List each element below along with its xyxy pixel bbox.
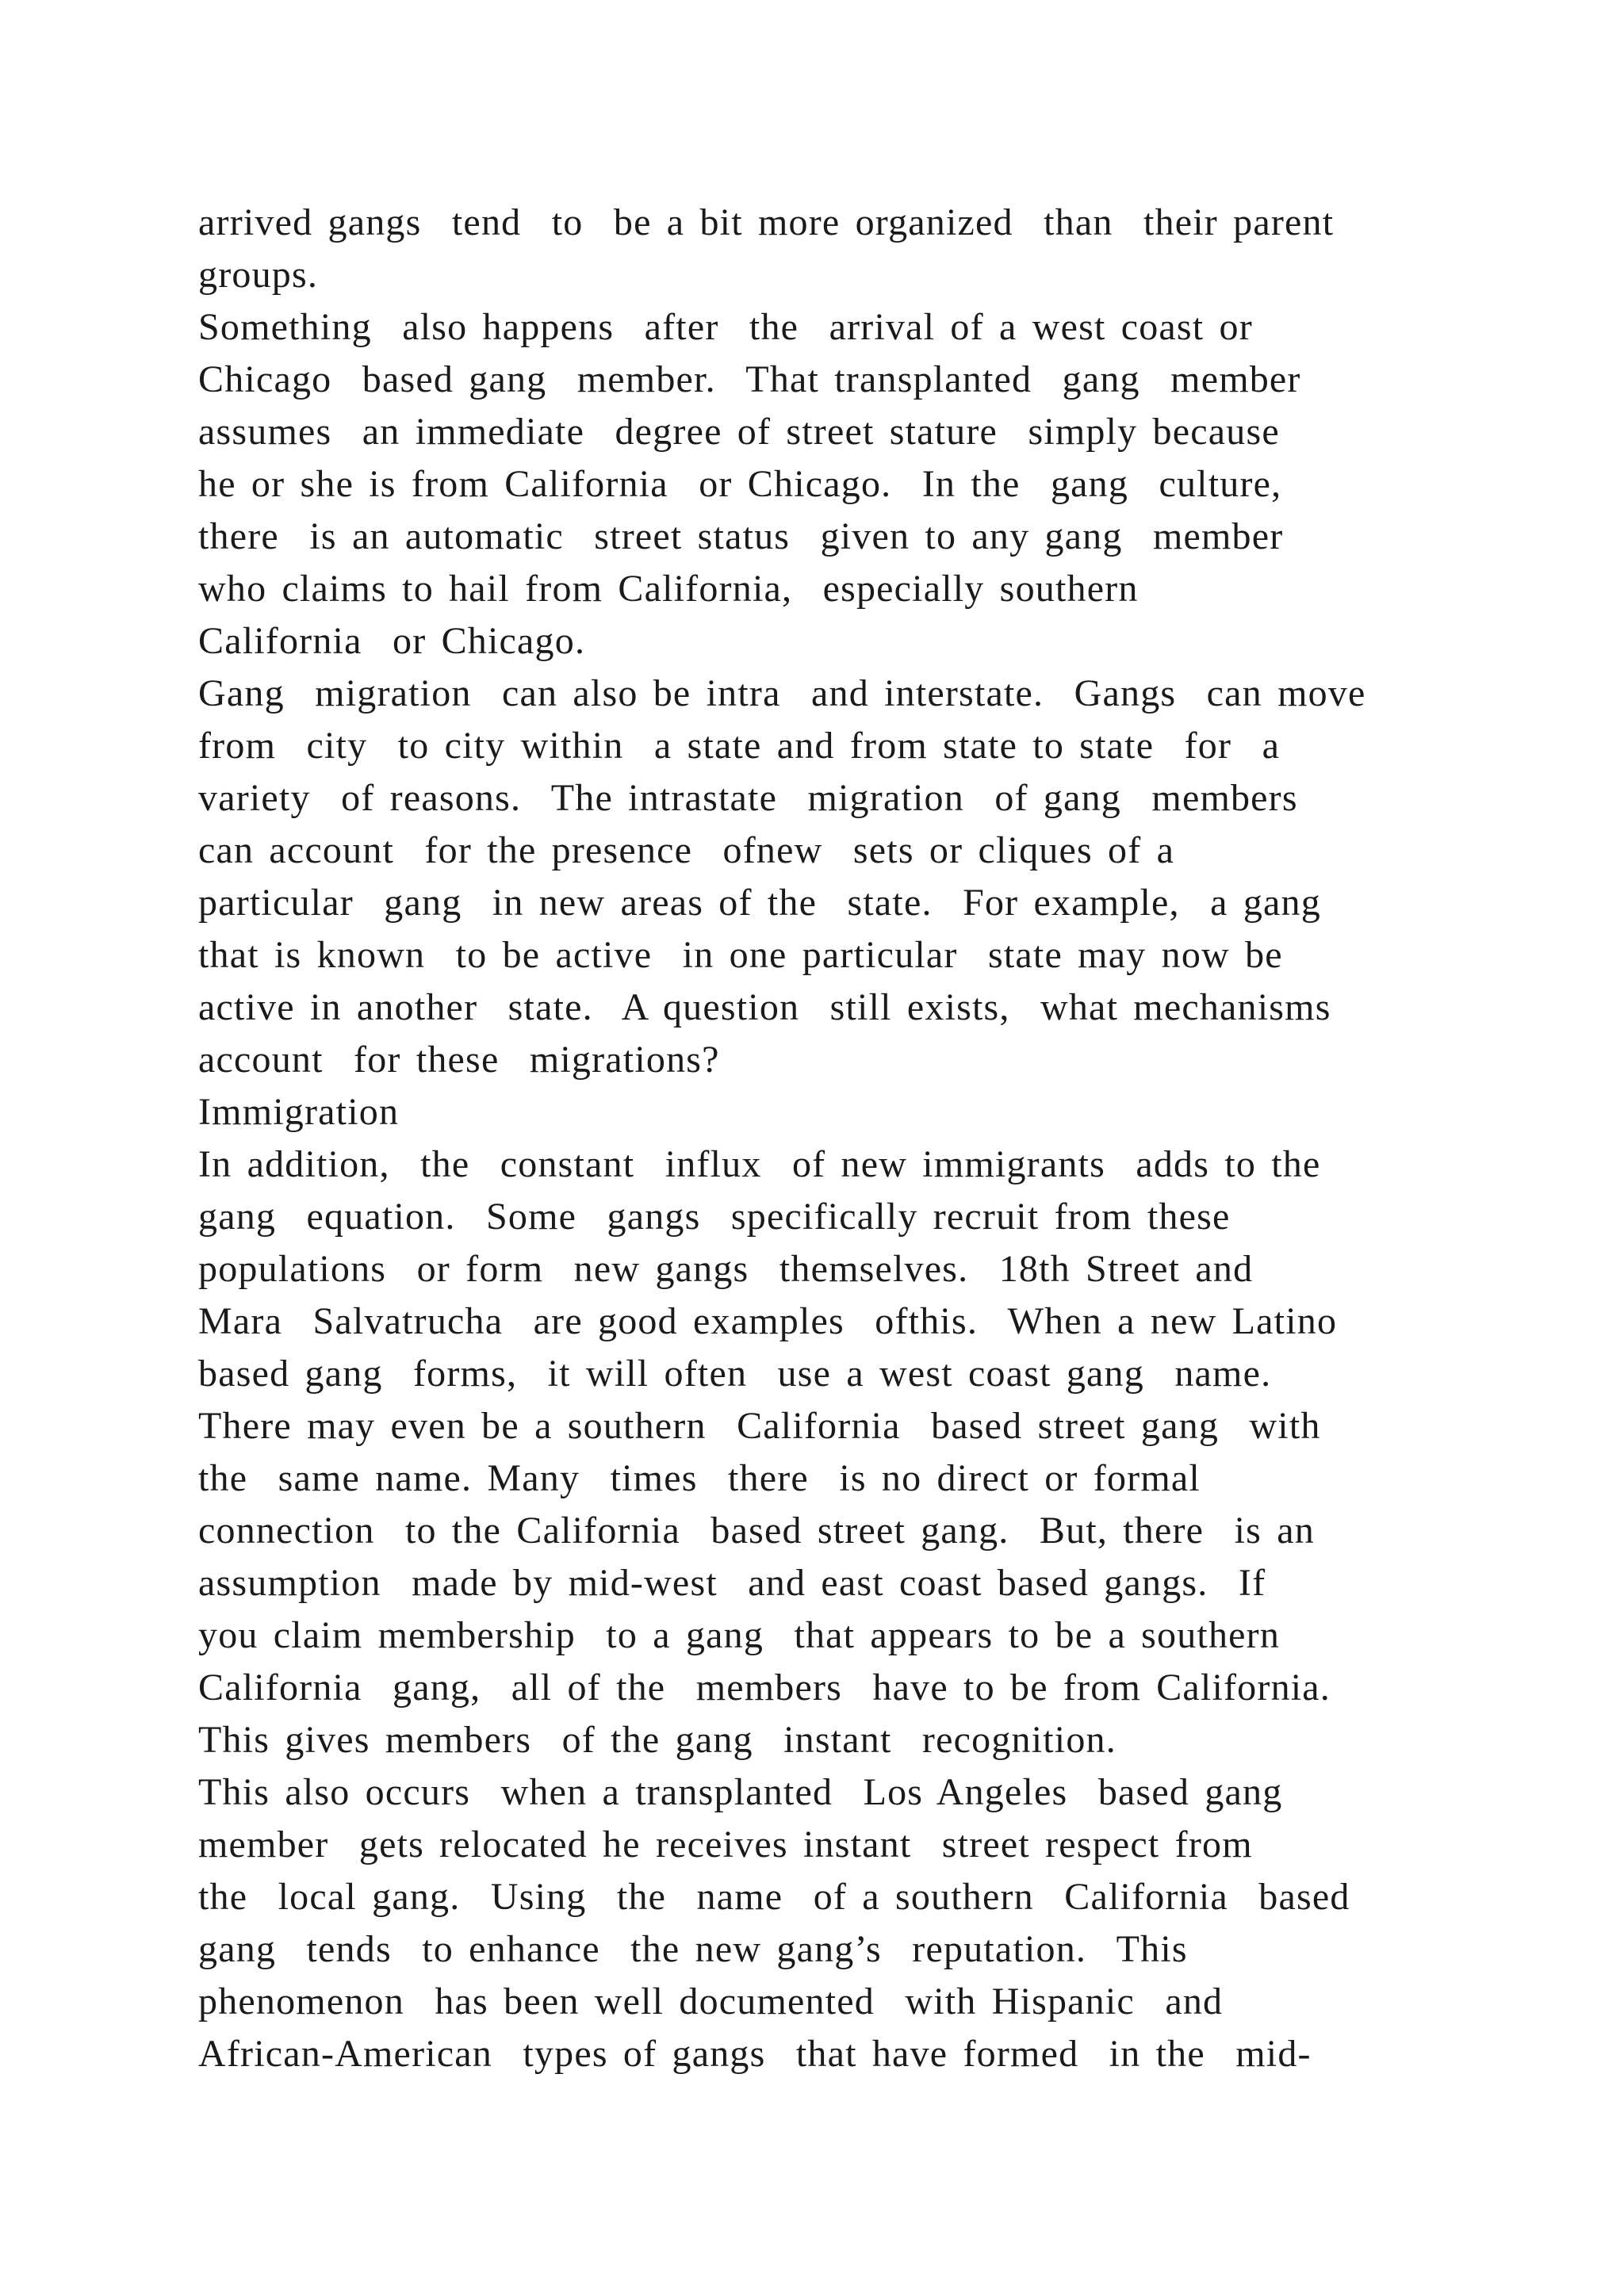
text-line: from city to city within a state and from state to state for a [198,725,1281,767]
text-line: groups. [198,254,319,296]
text-line: member gets relocated he receives instant street respect from [198,1823,1253,1866]
text-line: you claim membership to a gang that appears to be a southern [198,1614,1281,1656]
text-line: variety of reasons. The intrastate migration of gang members [198,777,1298,819]
text-line: particular gang in new areas of the state. For example, a gang [198,882,1321,924]
text-line: the local gang. Using the name of a southern California based [198,1876,1350,1918]
text-line: the same name. Many times there is no direct or formal [198,1457,1201,1499]
section-heading: Immigration [198,1091,400,1133]
text-line: there is an automatic street status given to any gang member [198,515,1284,557]
text-line: Gang migration can also be intra and interstate. Gangs can move [198,672,1366,714]
text-line: active in another state. A question still exists, what mechanisms [198,986,1331,1028]
text-line: African-American types of gangs that have formed in the mid- [198,2033,1312,2075]
text-line: California or Chicago. [198,620,586,662]
text-line: populations or form new gangs themselves. 18th Street and [198,1248,1254,1290]
text-line: account for these migrations? [198,1039,720,1081]
text-line: There may even be a southern California based street gang with [198,1405,1321,1447]
text-line: connection to the California based street gang. But, there is an [198,1510,1315,1552]
text-line: that is known to be active in one particular state may now be [198,934,1283,976]
text-line: he or she is from California or Chicago. In the gang culture, [198,463,1282,505]
text-line: Mara Salvatrucha are good examples ofthis. When a new Latino [198,1300,1338,1342]
text-line: Chicago based gang member. That transplanted gang member [198,358,1301,400]
text-line: In addition, the constant influx of new immigrants adds to the [198,1143,1321,1185]
text-line: assumes an immediate degree of street stature simply because [198,411,1280,453]
text-line: gang equation. Some gangs specifically recruit from these [198,1196,1231,1238]
text-line: phenomenon has been well documented with Hispanic and [198,1980,1224,2022]
text-line: assumption made by mid-west and east coast based gangs. If [198,1562,1266,1604]
text-line: gang tends to enhance the new gang’s reputation. This [198,1928,1188,1970]
text-line: can account for the presence ofnew sets or cliques of a [198,829,1175,871]
text-line: based gang forms, it will often use a west coast gang name. [198,1353,1272,1395]
text-line: This also occurs when a transplanted Los Angeles based gang [198,1771,1283,1813]
text-line: arrived gangs tend to be a bit more organized than their parent [198,201,1335,243]
text-line: California gang, all of the members have to be from California. [198,1667,1331,1709]
text-line: This gives members of the gang instant recognition. [198,1719,1116,1761]
body-text [198,197,1499,2080]
text-line: who claims to hail from California, especially southern [198,568,1139,610]
text-line: Something also happens after the arrival of a west coast or [198,306,1253,348]
